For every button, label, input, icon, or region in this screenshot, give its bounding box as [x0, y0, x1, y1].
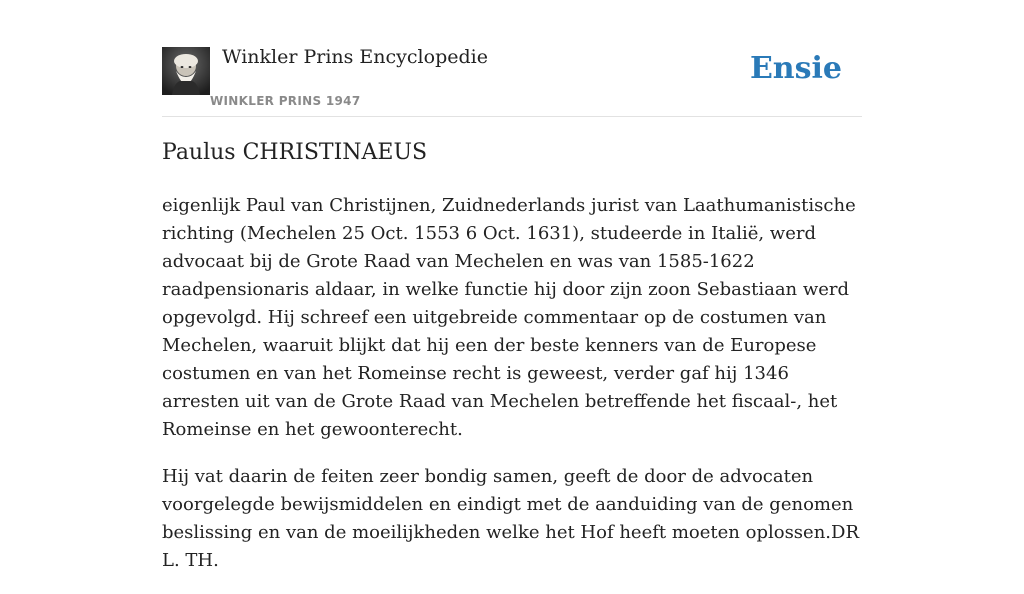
article-title: Paulus CHRISTINAEUS — [162, 140, 428, 165]
ensie-logo[interactable]: Ensie — [749, 51, 842, 86]
source-title[interactable]: Winkler Prins Encyclopedie — [222, 46, 488, 68]
article-paragraph: Hij vat daarin de feiten zeer bondig samen, geeft de door de advocaten voorgelegde bewijsmiddelen en eindigt met de aanduiding van de genomen beslissing en van de moeilijkheden welke het Hof heeft moeten oplossen.DR L. TH. — [162, 466, 859, 571]
page — [162, 0, 862, 571]
source-header — [162, 0, 862, 117]
source-avatar[interactable] — [162, 47, 210, 95]
article-paragraph: eigenlijk Paul van Christijnen, Zuidnederlands jurist van Laathumanistische richting (Mechelen 25 Oct. 1553 6 Oct. 1631), studeerde in Italië, werd advocaat bij de Grote Raad van Mechelen en was van 1585-1622 raadpensionaris aldaar, in welke functie hij door zijn zoon Sebastiaan werd opgevolgd. Hij schreef een uitgebreide commentaar op de costumen van Mechelen, waaruit blijkt dat hij een der beste kenners van de Europese costumen en van het Romeinse recht is geweest, verder gaf hij 1346 arresten uit van de Grote Raad van Mechelen betreffende het fiscaal-, het Romeinse en het gewoonterecht. — [162, 195, 856, 440]
source-subtitle[interactable]: WINKLER PRINS 1947 — [210, 94, 361, 108]
article-body — [162, 192, 867, 594]
bearded-man-portrait-icon — [162, 47, 210, 95]
